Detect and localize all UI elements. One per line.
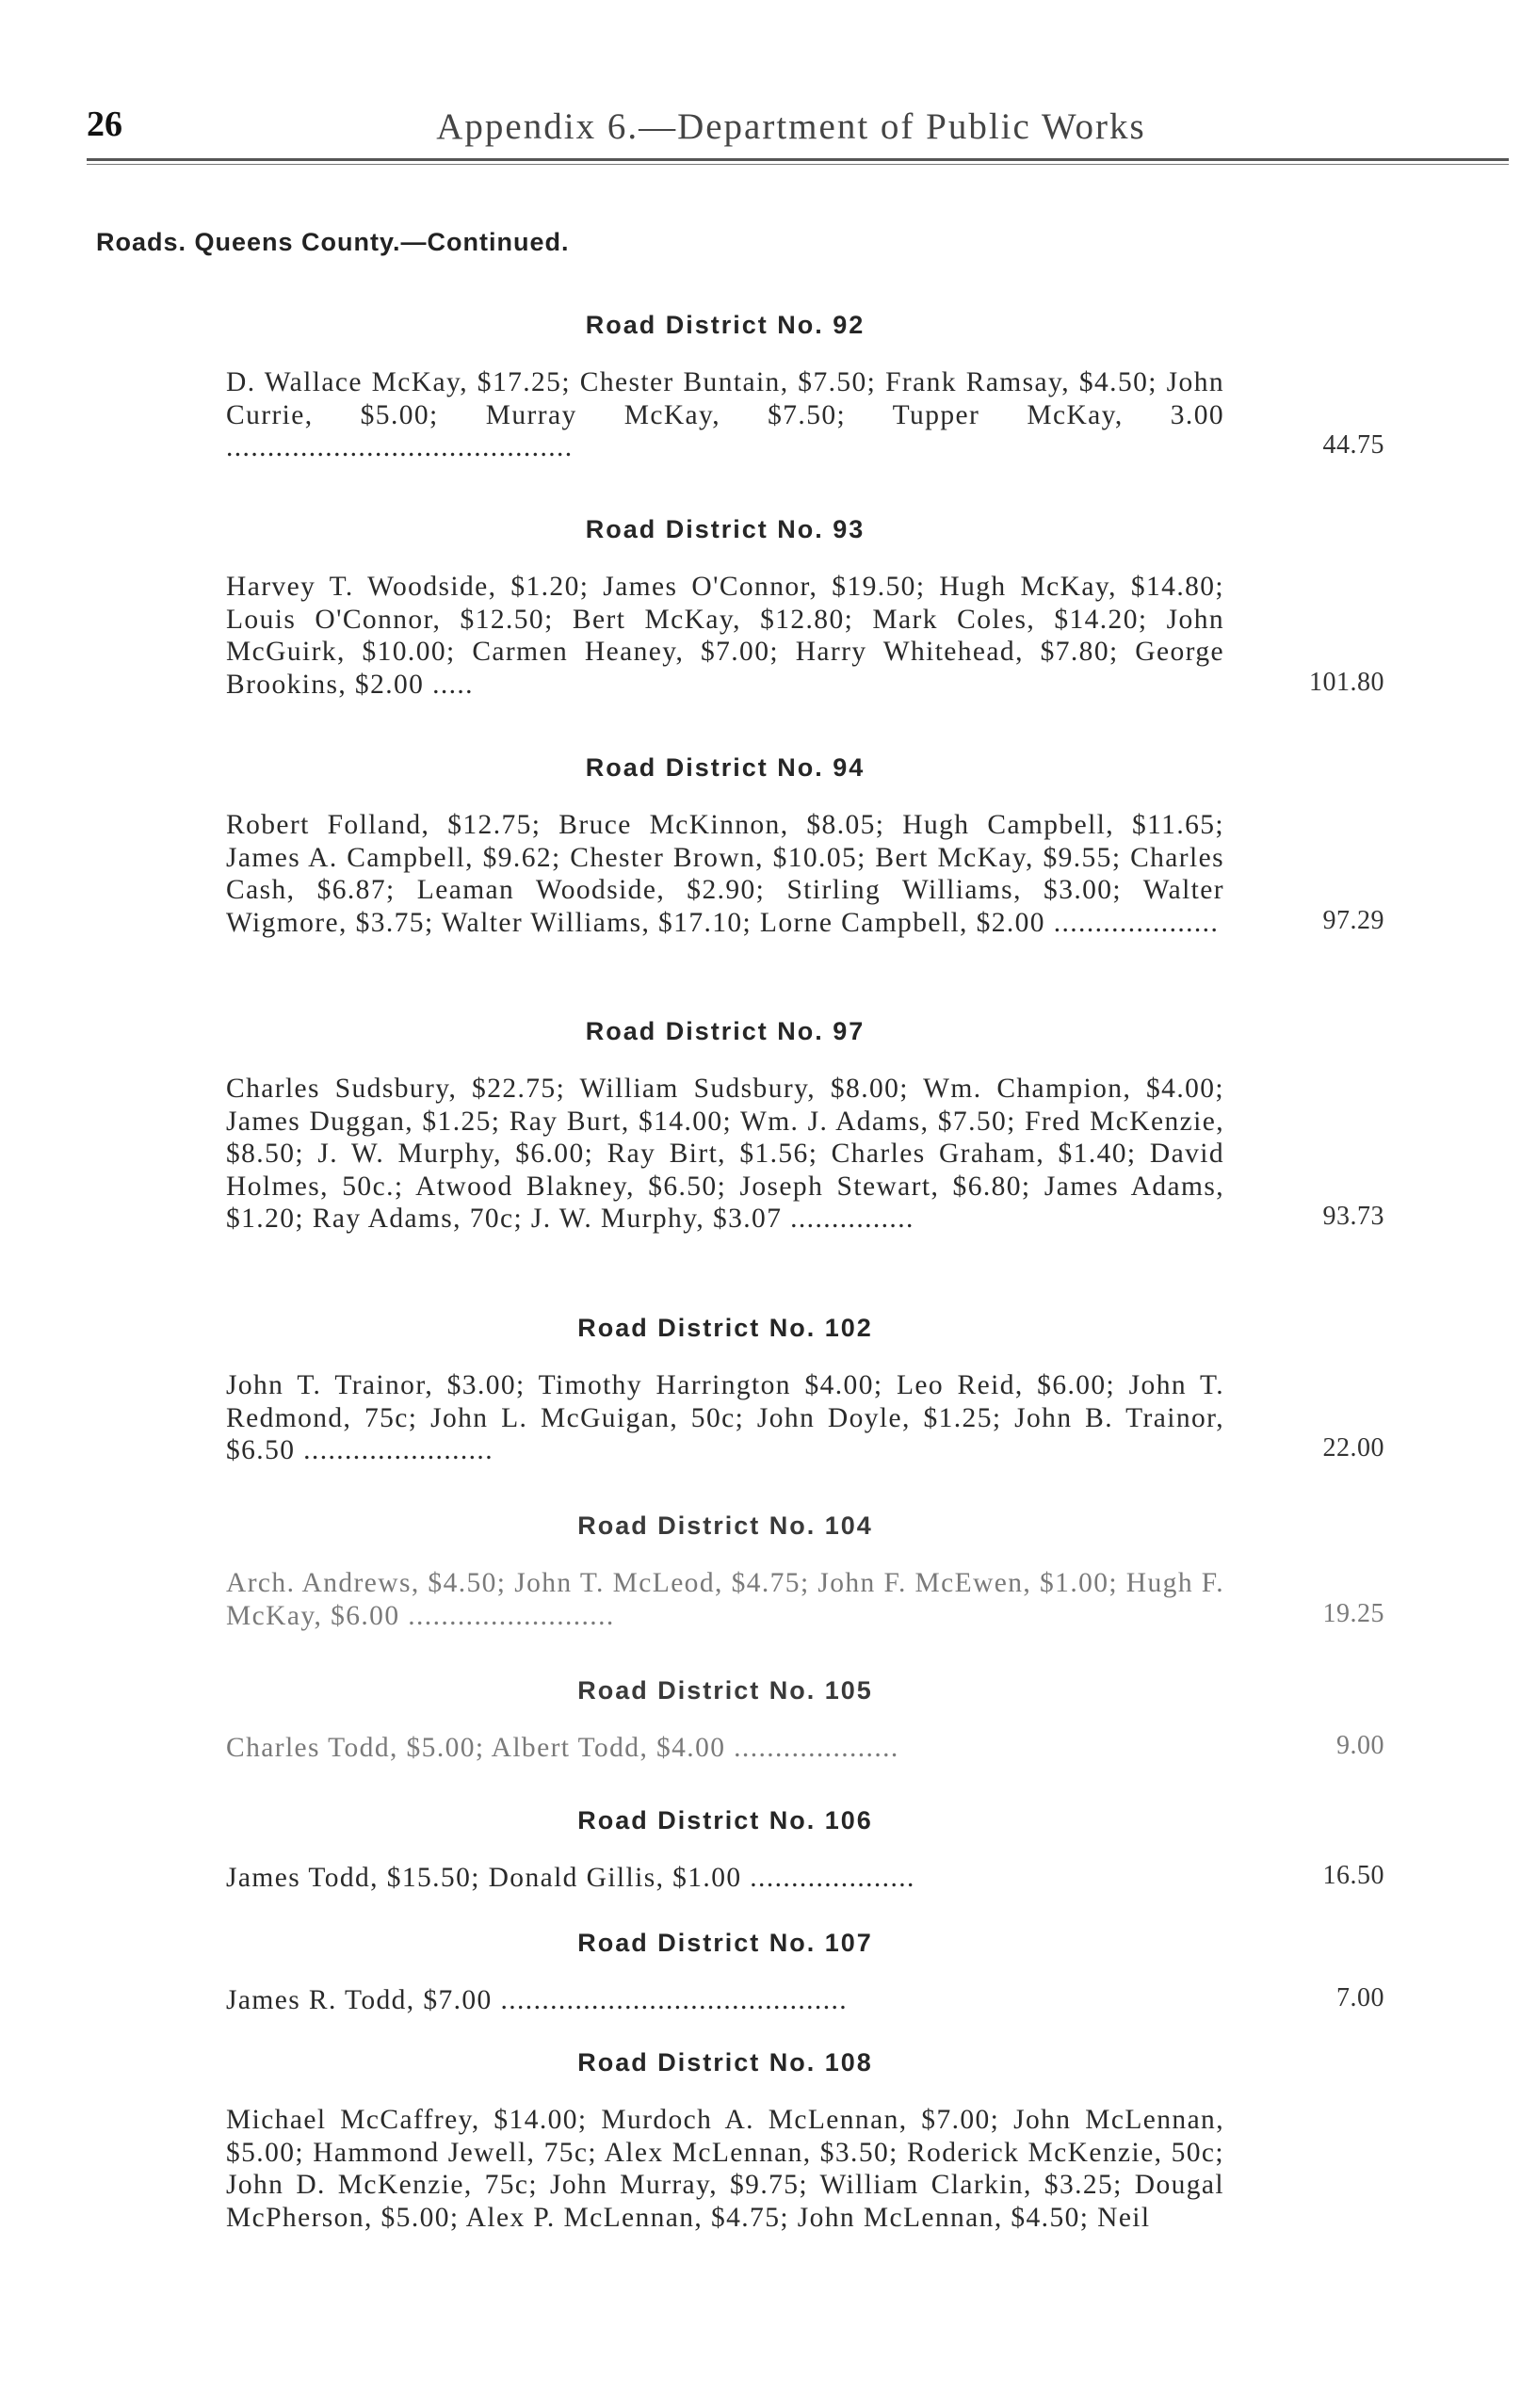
running-title: Appendix 6.—Department of Public Works	[436, 106, 1146, 147]
entry-text: Michael McCaffrey, $14.00; Murdoch A. McLennan, $7.00; John McLennan, $5.00; Hammond Jewell, 75c; Alex McLennan, $3.50; Roderick McKenzie, 50c; John D. McKenzie, 75c; John Murray, $9.75; William Clarkin, $3.25; Dougal McPherson, $5.00; Alex P. McLennan, $4.75; John McLennan, $4.50; Neil	[226, 2105, 1224, 2233]
district-title: Road District No. 106	[577, 1806, 873, 1834]
entry-text: Robert Folland, $12.75; Bruce McKinnon, $8.05; Hugh Campbell, $11.65; James A. Campbell, $9.62; Chester Brown, $10.05; Bert McKay, $9.55; Charles Cash, $6.87; Leaman Woodside, $2.90; Stirling Williams, $3.00; Walter Wigmore, $3.75; Walter Williams, $17.10; Lorne Campbell, $2.00 ....................	[226, 810, 1224, 938]
road-district-93	[226, 515, 1394, 701]
district-entry	[226, 571, 1384, 701]
district-total: 101.80	[1309, 667, 1384, 697]
district-title: Road District No. 105	[577, 1676, 873, 1705]
entry-text: Harvey T. Woodside, $1.20; James O'Connor, $19.50; Hugh McKay, $14.80; Louis O'Connor, $12.50; Bert McKay, $12.80; Mark Coles, $14.20; John McGuirk, $10.00; Carmen Heaney, $7.00; Harry Whitehead, $7.80; George Brookins, $2.00 .....	[226, 572, 1224, 700]
district-total: 19.25	[1322, 1598, 1384, 1628]
district-total: 16.50	[1322, 1861, 1384, 1890]
road-district-107	[226, 1929, 1394, 2017]
district-total: 93.73	[1322, 1202, 1384, 1232]
district-total: 97.29	[1322, 905, 1384, 935]
district-total: 22.00	[1322, 1433, 1384, 1463]
district-entry	[226, 809, 1384, 939]
entry-text: James R. Todd, $7.00 ..........................................	[226, 1985, 849, 2015]
entry-text: D. Wallace McKay, $17.25; Chester Buntain, $7.50; Frank Ramsay, $4.50; John Currie, $5.00; Murray McKay, $7.50; Tupper McKay, 3.00 ..........................................	[226, 367, 1224, 463]
district-total: 9.00	[1336, 1731, 1384, 1760]
road-district-108	[226, 2048, 1394, 2234]
district-title: Road District No. 102	[577, 1314, 873, 1342]
entry-text: James Todd, $15.50; Donald Gillis, $1.00 ....................	[226, 1863, 915, 1893]
district-entry	[226, 1731, 1384, 1765]
entry-text: Charles Sudsbury, $22.75; William Sudsbury, $8.00; Wm. Champion, $4.00; James Duggan, $1.25; Ray Burt, $14.00; Wm. J. Adams, $7.50; Fred McKenzie, $8.50; J. W. Murphy, $6.00; Ray Birt, $1.56; Charles Graham, $1.40; David Holmes, 50c.; Atwood Blakney, $6.50; Joseph Stewart, $6.80; James Adams, $1.20; Ray Adams, 70c; J. W. Murphy, $3.07 ...............	[226, 1074, 1224, 1235]
district-total: 7.00	[1336, 1983, 1384, 2012]
district-title: Road District No. 107	[577, 1929, 873, 1957]
district-title: Road District No. 93	[585, 515, 866, 543]
district-entry	[226, 1567, 1384, 1632]
road-district-102	[226, 1314, 1394, 1467]
district-entry	[226, 2104, 1224, 2234]
district-total: 44.75	[1322, 430, 1384, 461]
road-district-92	[226, 311, 1394, 464]
district-title: Road District No. 92	[585, 311, 866, 339]
section-heading: Roads. Queens County.—Continued.	[96, 228, 570, 256]
district-title: Road District No. 97	[585, 1017, 866, 1045]
road-district-105	[226, 1676, 1394, 1765]
district-title: Road District No. 104	[577, 1511, 873, 1540]
entry-text: Arch. Andrews, $4.50; John T. McLeod, $4.75; John F. McEwen, $1.00; Hugh F. McKay, $6.00 .........................	[226, 1568, 1224, 1631]
district-entry	[226, 1861, 1384, 1895]
header-rule-thin	[87, 164, 1509, 165]
entry-text: Charles Todd, $5.00; Albert Todd, $4.00 ....................	[226, 1733, 899, 1763]
road-district-106	[226, 1806, 1394, 1895]
entry-text: John T. Trainor, $3.00; Timothy Harrington $4.00; Leo Reid, $6.00; John T. Redmond, 75c; John L. McGuigan, 50c; John Doyle, $1.25; John B. Trainor, $6.50 .......................	[226, 1370, 1224, 1466]
district-entry	[226, 1983, 1384, 2017]
page-number: 26	[87, 105, 122, 144]
district-title: Road District No. 108	[577, 2048, 873, 2077]
road-district-104	[226, 1511, 1394, 1632]
district-title: Road District No. 94	[585, 753, 866, 782]
district-entry	[226, 1369, 1384, 1467]
header-rule	[87, 158, 1509, 161]
road-district-97	[226, 1017, 1394, 1236]
district-entry	[226, 1073, 1384, 1236]
road-district-94	[226, 753, 1394, 939]
district-entry	[226, 366, 1384, 464]
